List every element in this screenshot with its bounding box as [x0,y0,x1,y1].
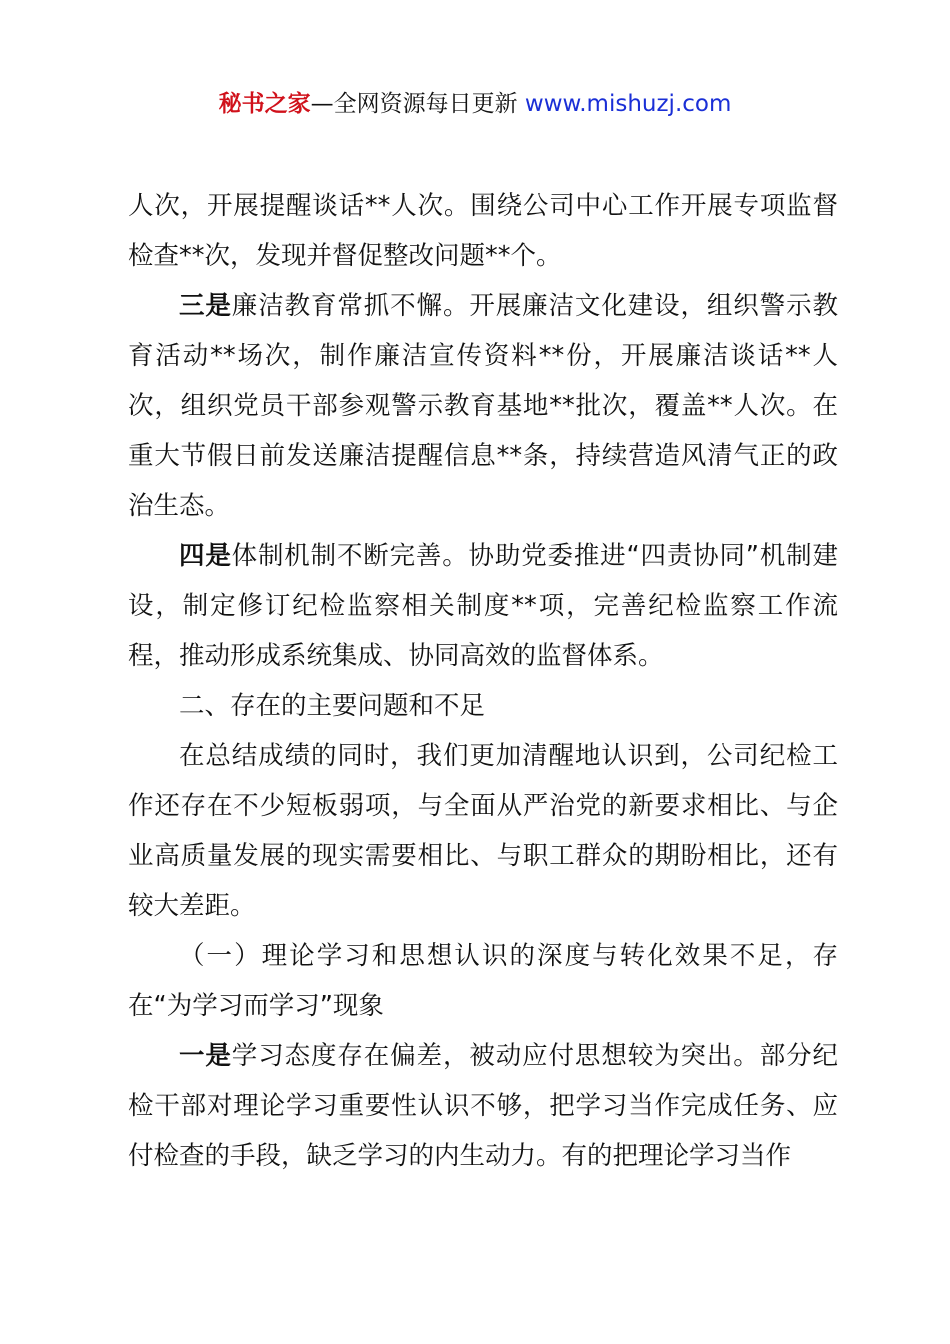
section-heading [128,681,838,731]
paragraph-point-three [128,281,838,531]
paragraph-lead: 四是 [179,541,232,571]
paragraph-text: 廉洁教育常抓不懈。开展廉洁文化建设，组织警示教育活动**场次，制作廉洁宣传资料**份，开展廉洁谈话**人次，组织党员干部参观警示教育基地**批次，覆盖**人次。在重大节假日前发送廉洁提醒信息**条，持续营造风清气正的政治生态。 [128,291,838,521]
document-body [128,181,838,1181]
brand-name: 秘书之家 [218,91,311,117]
subsection-heading-text: （一）理论学习和思想认识的深度与转化效果不足，存在“为学习而学习”现象 [128,941,838,1021]
header-tagline: —全网资源每日更新 [310,91,525,117]
paragraph-continuation [128,181,838,281]
paragraph-point-one [128,1031,838,1181]
paragraph-lead: 三是 [179,291,232,321]
paragraph-text: 人次，开展提醒谈话**人次。围绕公司中心工作开展专项监督检查**次，发现并督促整改问题**个。 [128,191,838,271]
paragraph-lead: 一是 [179,1041,232,1071]
paragraph-point-four [128,531,838,681]
paragraph-summary [128,731,838,931]
subsection-heading [128,931,838,1031]
paragraph-text: 在总结成绩的同时，我们更加清醒地认识到，公司纪检工作还存在不少短板弱项，与全面从严治党的新要求相比、与企业高质量发展的现实需要相比、与职工群众的期盼相比，还有较大差距。 [128,741,838,921]
section-heading-text: 二、存在的主要问题和不足 [179,691,486,721]
paragraph-text: 学习态度存在偏差，被动应付思想较为突出。部分纪检干部对理论学习重要性认识不够，把学习当作完成任务、应付检查的手段，缺乏学习的内生动力。有的把理论学习当作 [128,1041,838,1171]
site-header [0,86,950,122]
site-url-link[interactable]: www.mishuzj.com [524,91,732,117]
paragraph-text: 体制机制不断完善。协助党委推进“四责协同”机制建设，制定修订纪检监察相关制度**项，完善纪检监察工作流程，推动形成系统集成、协同高效的监督体系。 [128,541,838,671]
